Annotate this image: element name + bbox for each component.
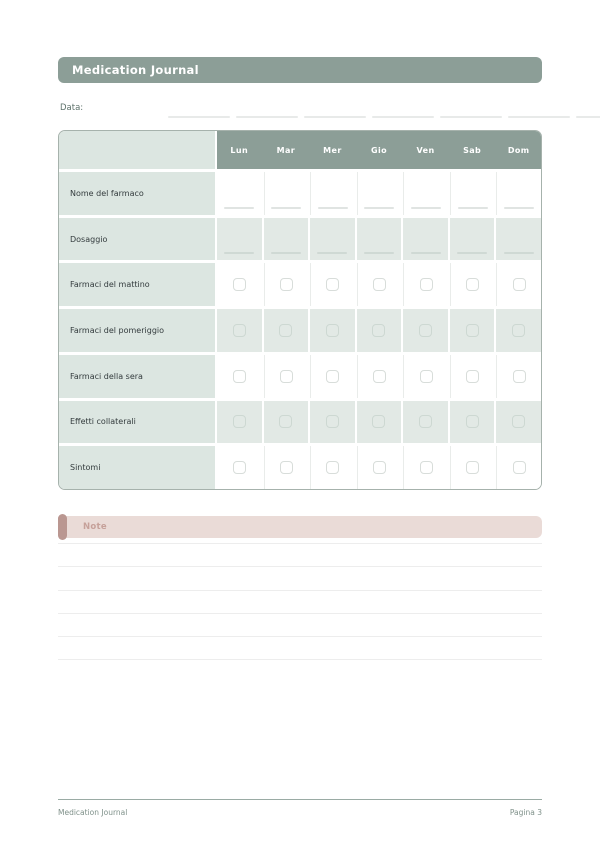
date-blank-field[interactable] xyxy=(576,116,600,118)
checkbox[interactable] xyxy=(420,370,433,383)
table-cell xyxy=(450,401,495,444)
table-cell xyxy=(450,172,495,215)
checkbox[interactable] xyxy=(373,278,386,291)
table-corner-cell xyxy=(59,131,215,169)
checkbox[interactable] xyxy=(466,278,479,291)
day-column-header: Dom xyxy=(507,145,530,155)
table-cell xyxy=(357,263,402,306)
medication-table xyxy=(58,130,542,490)
table-cell xyxy=(450,263,495,306)
day-column-header: Ven xyxy=(416,145,435,155)
checkbox[interactable] xyxy=(466,370,479,383)
notes-ruled-line xyxy=(58,567,542,590)
row-label: Nome del farmaco xyxy=(59,172,215,215)
date-blank-field[interactable] xyxy=(508,116,570,118)
footer-page-number: Pagina 3 xyxy=(509,808,542,817)
table-cell xyxy=(264,263,309,306)
day-column-header: Mer xyxy=(323,145,342,155)
checkbox[interactable] xyxy=(280,461,293,474)
date-blank-field[interactable] xyxy=(236,116,298,118)
table-cell xyxy=(310,355,355,398)
entry-blank-field[interactable] xyxy=(457,252,487,254)
day-column-header: Sab xyxy=(463,145,482,155)
date-label: Data: xyxy=(60,103,84,113)
table-cell xyxy=(496,218,541,261)
table-cell xyxy=(450,355,495,398)
checkbox[interactable] xyxy=(280,370,293,383)
row-label: Sintomi xyxy=(59,446,215,489)
notes-ruled-area xyxy=(58,521,542,660)
checkbox[interactable] xyxy=(420,278,433,291)
checkbox[interactable] xyxy=(326,370,339,383)
notes-ruled-line xyxy=(58,521,542,544)
entry-blank-field[interactable] xyxy=(411,252,441,254)
table-cell xyxy=(357,446,402,489)
table-cell xyxy=(357,218,402,261)
checkbox[interactable] xyxy=(233,461,246,474)
checkbox[interactable] xyxy=(233,415,246,428)
table-cell xyxy=(264,401,309,444)
table-cell xyxy=(357,401,402,444)
table-cell xyxy=(217,263,262,306)
checkbox[interactable] xyxy=(373,461,386,474)
date-blank-field[interactable] xyxy=(440,116,502,118)
checkbox[interactable] xyxy=(513,370,526,383)
table-cell xyxy=(264,446,309,489)
footer-divider xyxy=(58,799,542,800)
entry-blank-field[interactable] xyxy=(411,207,441,209)
notes-title: Note xyxy=(83,522,107,532)
table-cell xyxy=(403,401,448,444)
notes-ruled-line xyxy=(58,637,542,660)
checkbox[interactable] xyxy=(280,278,293,291)
checkbox[interactable] xyxy=(373,370,386,383)
checkbox[interactable] xyxy=(326,278,339,291)
entry-blank-field[interactable] xyxy=(317,252,347,254)
table-cell xyxy=(496,401,541,444)
table-cell xyxy=(310,263,355,306)
table-cell xyxy=(357,309,402,352)
date-blank-field[interactable] xyxy=(304,116,366,118)
checkbox[interactable] xyxy=(233,324,246,337)
table-cell xyxy=(217,218,262,261)
table-cell xyxy=(403,355,448,398)
table-cell xyxy=(496,446,541,489)
table-cell xyxy=(450,309,495,352)
day-header-row xyxy=(217,131,541,169)
table-cell xyxy=(403,309,448,352)
table-cell xyxy=(217,309,262,352)
checkbox[interactable] xyxy=(466,415,479,428)
entry-blank-field[interactable] xyxy=(271,252,301,254)
checkbox[interactable] xyxy=(233,370,246,383)
page-footer xyxy=(58,808,542,817)
row-label: Farmaci del mattino xyxy=(59,263,215,306)
table-cell xyxy=(496,309,541,352)
table-cell xyxy=(496,172,541,215)
table-cell xyxy=(310,446,355,489)
table-cell xyxy=(450,446,495,489)
checkbox[interactable] xyxy=(466,324,479,337)
row-label: Effetti collaterali xyxy=(59,401,215,444)
row-label: Dosaggio xyxy=(59,218,215,261)
table-cell xyxy=(264,218,309,261)
notes-ruled-line xyxy=(58,614,542,637)
checkbox[interactable] xyxy=(372,415,385,428)
entry-blank-field[interactable] xyxy=(318,207,348,209)
notes-ruled-line xyxy=(58,591,542,614)
checkbox[interactable] xyxy=(326,324,339,337)
table-cell xyxy=(264,172,309,215)
table-cell xyxy=(310,401,355,444)
checkbox[interactable] xyxy=(419,415,432,428)
day-column-header: Gio xyxy=(370,145,387,155)
checkbox[interactable] xyxy=(513,278,526,291)
entry-blank-field[interactable] xyxy=(364,207,394,209)
checkbox[interactable] xyxy=(513,461,526,474)
table-cell xyxy=(217,446,262,489)
checkbox[interactable] xyxy=(233,278,246,291)
checkbox[interactable] xyxy=(420,461,433,474)
table-cell xyxy=(357,172,402,215)
table-cell xyxy=(357,355,402,398)
entry-blank-field[interactable] xyxy=(364,252,394,254)
notes-ruled-line xyxy=(58,544,542,567)
entry-blank-field[interactable] xyxy=(504,207,534,209)
table-cell xyxy=(310,309,355,352)
checkbox[interactable] xyxy=(326,461,339,474)
checkbox[interactable] xyxy=(512,324,525,337)
table-cell xyxy=(217,172,262,215)
day-column-header: Mar xyxy=(276,145,296,155)
table-cell xyxy=(496,355,541,398)
entry-blank-field[interactable] xyxy=(224,207,254,209)
table-cell xyxy=(264,355,309,398)
table-cell xyxy=(217,355,262,398)
checkbox[interactable] xyxy=(419,324,432,337)
table-cell xyxy=(403,172,448,215)
table-cell xyxy=(217,401,262,444)
date-blank-field[interactable] xyxy=(372,116,434,118)
checkbox[interactable] xyxy=(372,324,385,337)
table-cell xyxy=(496,263,541,306)
table-cell xyxy=(403,218,448,261)
date-blanks xyxy=(168,116,600,119)
entry-blank-field[interactable] xyxy=(504,252,534,254)
table-cell xyxy=(450,218,495,261)
table-cell xyxy=(310,218,355,261)
table-cell xyxy=(403,446,448,489)
day-column-header: Lun xyxy=(230,145,249,155)
checkbox[interactable] xyxy=(279,324,292,337)
footer-document-title: Medication Journal xyxy=(58,808,128,817)
row-label: Farmaci della sera xyxy=(59,355,215,398)
date-blank-field[interactable] xyxy=(168,116,230,118)
checkbox[interactable] xyxy=(512,415,525,428)
table-cell xyxy=(310,172,355,215)
entry-blank-field[interactable] xyxy=(224,252,254,254)
entry-blank-field[interactable] xyxy=(458,207,488,209)
table-cell xyxy=(264,309,309,352)
row-label: Farmaci del pomeriggio xyxy=(59,309,215,352)
entry-blank-field[interactable] xyxy=(271,207,301,209)
checkbox[interactable] xyxy=(466,461,479,474)
checkbox[interactable] xyxy=(326,415,339,428)
table-cell xyxy=(403,263,448,306)
page-title: Medication Journal xyxy=(58,57,542,83)
checkbox[interactable] xyxy=(279,415,292,428)
